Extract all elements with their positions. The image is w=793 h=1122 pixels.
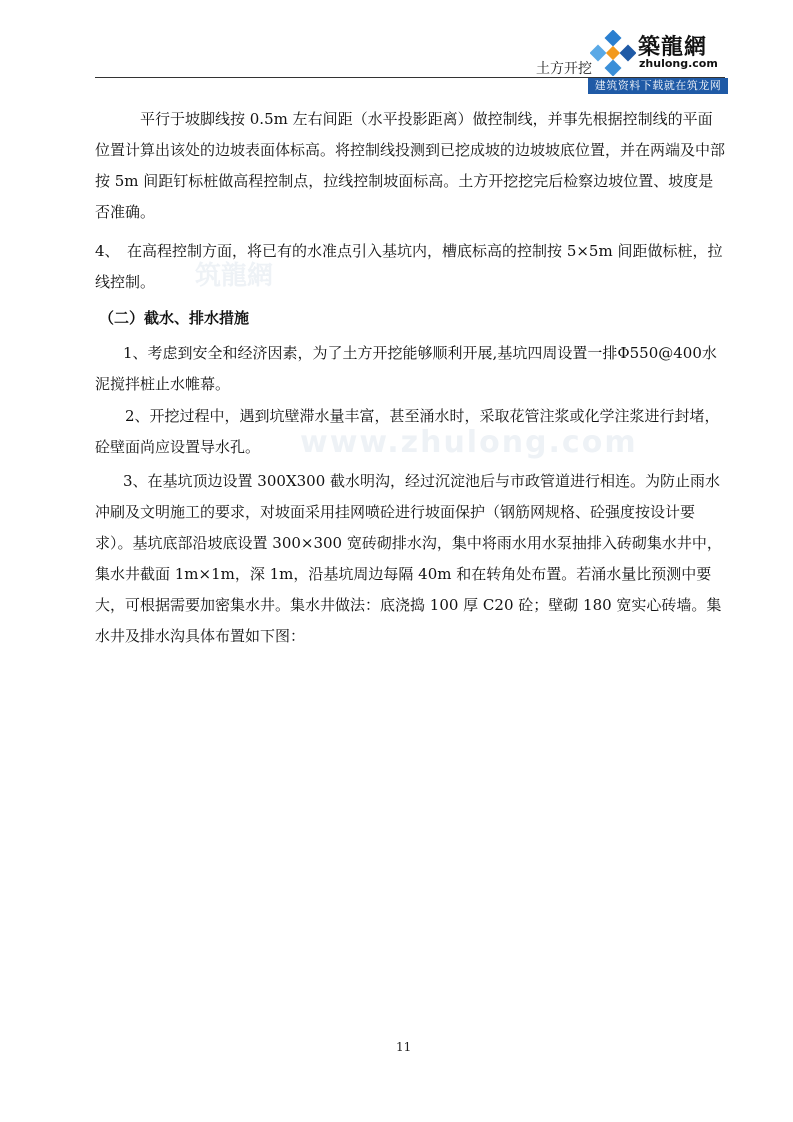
running-header-title: 土方开挖 xyxy=(536,61,592,77)
paragraph-elevation-control: 4、 在高程控制方面，将已有的水准点引入基坑内，槽底标高的控制按 5×5m 间距做标桩，拉线控制。 xyxy=(95,242,723,291)
section-heading-drainage: （二）截水、排水措施 xyxy=(99,309,250,327)
watermark-logo-text: 筑龍網 xyxy=(195,261,274,291)
paragraph-waterproof-curtain: 1、考虑到安全和经济因素，为了土方开挖能够顺利开展,基坑四周设置一排Φ550@400水泥搅拌桩止水帷幕。 xyxy=(95,344,717,393)
paragraph-seepage-treatment: 2、开挖过程中，遇到坑壁滞水量丰富，甚至涌水时，采取花管注浆或化学注浆进行封堵，砼壁面尚应设置导水孔。 xyxy=(95,407,720,456)
watermark-url: www.zhulong.com xyxy=(300,425,638,460)
logo-slogan-banner: 建筑资料下载就在筑龙网 xyxy=(588,78,728,94)
paragraph-control-line: 平行于坡脚线按 0.5m 左右间距（水平投影距离）做控制线，并事先根据控制线的平面位置计算出该处的边坡表面体标高。将控制线投测到已挖成坡的边坡坡底位置，并在两端及中部按 5m 间距钉标桩做高程控制点，拉线控制坡面标高。土方开挖挖完后检察边坡位置、坡度是否准确。 xyxy=(95,110,726,221)
logo-url: zhulong.com xyxy=(639,57,718,70)
zhulong-logo xyxy=(588,26,728,96)
page-number: 11 xyxy=(396,1040,412,1054)
zhulong-logo-mark-icon xyxy=(590,30,636,76)
logo-chinese-name: 築龍網 xyxy=(638,35,708,60)
paragraph-drainage-ditch: 3、在基坑顶边设置 300X300 截水明沟，经过沉淀池后与市政管道进行相连。为防止雨水冲刷及文明施工的要求，对坡面采用挂网喷砼进行坡面保护（钢筋网规格、砼强度按设计要求）。基坑底部沿坡底设置 300×300 宽砖砌排水沟，集中将雨水用水泵抽排入砖砌集水井中，集水井截面 1m×1m，深 1m，沿基坑周边每隔 40m 和在转角处布置。若涌水量比预测中要大，可根据需要加密集水井。集水井做法：底浇捣 100 厚 C20 砼；壁砌 180 宽实心砖墙。集水井及排水沟具体布置如下图： xyxy=(95,472,722,645)
